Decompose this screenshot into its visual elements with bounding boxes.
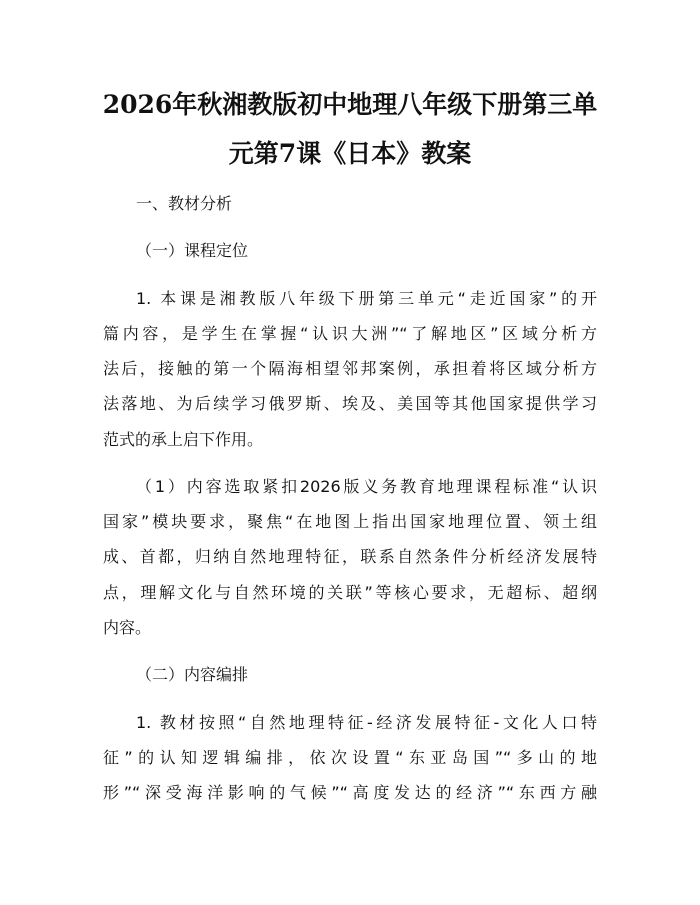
paragraph-2-line-4: 点，理解文化与自然环境的关联”等核心要求，无超标、超纲 — [103, 583, 597, 602]
paragraph-3-line-2: 征”的认知逻辑编排，依次设置“东亚岛国”“多山的地 — [103, 748, 597, 767]
document-title-line-1: 2026年秋湘教版初中地理八年级下册第三单 — [102, 90, 598, 119]
paragraph-1-line-4: 法落地、为后续学习俄罗斯、埃及、美国等其他国家提供学习 — [103, 394, 597, 413]
paragraph-2-line-3: 成、首都，归纳自然地理特征，联系自然条件分析经济发展特 — [103, 547, 597, 566]
document-title-line-2: 元第7课《日本》教案 — [228, 139, 472, 168]
paragraph-1-line-5: 范式的承上启下作用。 — [103, 430, 264, 449]
paragraph-1-line-2: 篇内容，是学生在掌握“认识大洲”“了解地区”区域分析方 — [103, 324, 597, 343]
paragraph-2-line-1: （1）内容选取紧扣2026版义务教育地理课程标准“认识 — [136, 477, 597, 496]
paragraph-1-line-3: 法后，接触的第一个隔海相望邻邦案例，承担着将区域分析方 — [103, 359, 597, 378]
paragraph-3-line-1: 1. 教材按照“自然地理特征-经济发展特征-文化人口特 — [136, 713, 597, 732]
paragraph-2-line-5: 内容。 — [103, 618, 152, 637]
subsection-heading-course-positioning: （一）课程定位 — [136, 241, 249, 260]
subsection-heading-content-arrangement: （二）内容编排 — [136, 665, 249, 684]
paragraph-1-line-1: 1. 本课是湘教版八年级下册第三单元“走近国家”的开 — [136, 289, 597, 308]
paragraph-2-line-2: 国家”模块要求，聚焦“在地图上指出国家地理位置、领土组 — [103, 512, 597, 531]
section-heading-teaching-material-analysis: 一、教材分析 — [136, 194, 233, 213]
paragraph-3-line-3: 形”“深受海洋影响的气候”“高度发达的经济”“东西方融 — [103, 783, 597, 802]
